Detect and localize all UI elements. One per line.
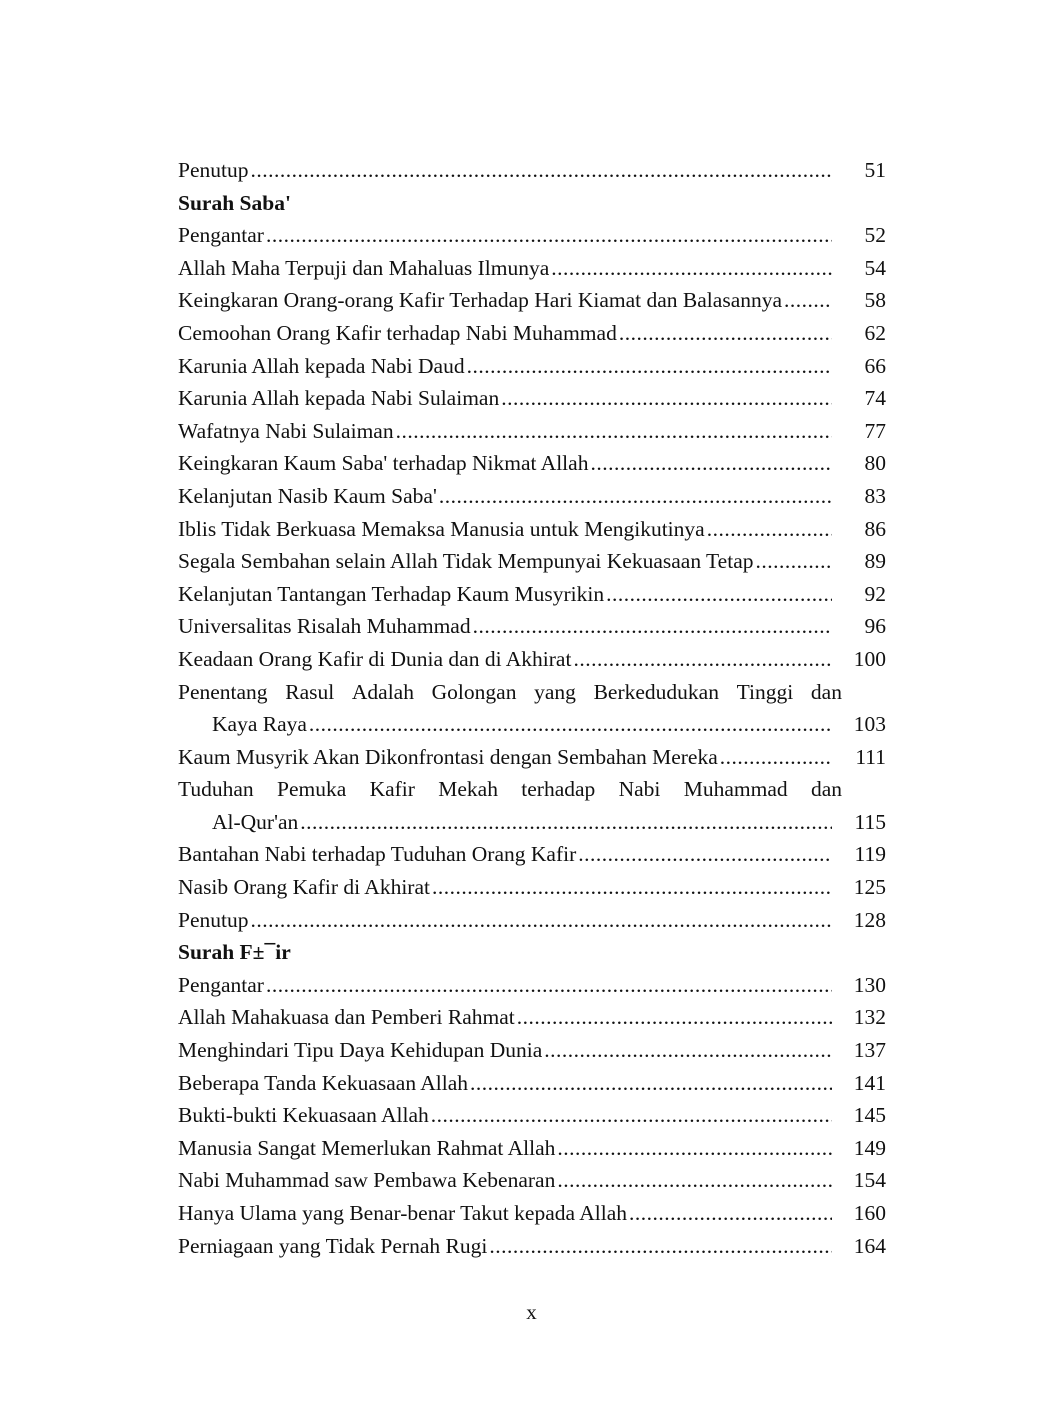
toc-entry-title: Allah Mahakuasa dan Pemberi Rahmat (178, 1005, 515, 1030)
toc-entry (178, 1230, 886, 1263)
toc-entry-page: 111 (855, 744, 886, 769)
dot-leader (489, 1230, 832, 1263)
toc-entry-title: Keingkaran Kaum Saba' terhadap Nikmat Allah (178, 451, 589, 476)
table-of-contents (178, 154, 886, 1262)
toc-entry-page: 103 (853, 712, 886, 737)
dot-leader (606, 578, 832, 611)
toc-entry (178, 969, 886, 1002)
toc-entry-word: Rasul (285, 679, 335, 704)
dot-leader (756, 545, 833, 578)
toc-entry-page: 77 (864, 418, 886, 443)
toc-entry-title: Keadaan Orang Kafir di Dunia dan di Akhirat (178, 646, 572, 671)
section-heading (178, 187, 886, 220)
toc-entry (178, 1001, 886, 1034)
toc-entry (178, 1197, 886, 1230)
toc-entry-page: 137 (853, 1038, 886, 1063)
toc-entry (178, 545, 886, 578)
dot-leader (501, 382, 832, 415)
dot-leader (590, 447, 832, 480)
toc-entry-continuation (178, 806, 886, 839)
toc-entry (178, 904, 886, 937)
toc-entry-page: 125 (853, 875, 886, 900)
toc-entry (178, 513, 886, 546)
section-heading (178, 936, 886, 969)
dot-leader (629, 1197, 832, 1230)
toc-entry (178, 1099, 886, 1132)
toc-entry-word: Tuduhan (178, 777, 254, 802)
toc-entry (178, 1067, 886, 1100)
toc-entry-word: Kafir (369, 777, 415, 802)
toc-entry (178, 317, 886, 350)
toc-entry-title: Bukti-bukti Kekuasaan Allah (178, 1103, 429, 1128)
dot-leader (473, 610, 832, 643)
toc-entry-title: Beberapa Tanda Kekuasaan Allah (178, 1070, 469, 1095)
toc-entry-first-line (178, 773, 842, 806)
dot-leader (250, 904, 832, 937)
toc-entry-word: Nabi (618, 777, 661, 802)
toc-entry-title: Kaya Raya (212, 712, 307, 737)
toc-entry (178, 610, 886, 643)
dot-leader (266, 969, 832, 1002)
toc-entry-title: Universalitas Risalah Muhammad (178, 614, 471, 639)
toc-entry (178, 643, 886, 676)
toc-entry-word: Muhammad (683, 777, 788, 802)
toc-entry-title: Nabi Muhammad saw Pembawa Kebenaran (178, 1168, 556, 1193)
dot-leader (300, 806, 832, 839)
toc-entry-page: 54 (864, 255, 886, 280)
dot-leader (557, 1132, 832, 1165)
toc-entry (178, 1164, 886, 1197)
toc-entry (178, 415, 886, 448)
dot-leader (707, 513, 832, 546)
dot-leader (266, 219, 832, 252)
dot-leader (578, 838, 832, 871)
toc-entry-title: Keingkaran Orang-orang Kafir Terhadap Hari Kiamat dan Balasannya (178, 288, 783, 313)
toc-entry (178, 1034, 886, 1067)
toc-entry (178, 219, 886, 252)
toc-entry (178, 871, 886, 904)
toc-entry-word: dan (810, 679, 842, 704)
dot-leader (470, 1067, 832, 1100)
toc-entry-page: 92 (864, 581, 886, 606)
toc-entry-page: 149 (853, 1135, 886, 1160)
toc-entry-page: 141 (853, 1070, 886, 1095)
toc-entry-title: Karunia Allah kepada Nabi Sulaiman (178, 386, 500, 411)
toc-entry-page: 66 (864, 353, 886, 378)
toc-entry-word: Tinggi (736, 679, 794, 704)
toc-entry-title: Kelanjutan Nasib Kaum Saba' (178, 483, 437, 508)
toc-entry-title: Manusia Sangat Memerlukan Rahmat Allah (178, 1135, 556, 1160)
toc-entry-title: Allah Maha Terpuji dan Mahaluas Ilmunya (178, 255, 550, 280)
toc-entry-page: 115 (854, 809, 886, 834)
toc-entry (178, 382, 886, 415)
toc-entry-word: Berkedudukan (593, 679, 719, 704)
toc-entry-word: Mekah (438, 777, 498, 802)
toc-entry-title: Bantahan Nabi terhadap Tuduhan Orang Kafir (178, 842, 577, 867)
toc-entry-page: 145 (853, 1103, 886, 1128)
dot-leader (467, 350, 832, 383)
toc-entry (178, 284, 886, 317)
dot-leader (309, 708, 832, 741)
toc-entry-title: Pengantar (178, 223, 264, 248)
toc-entry-page: 96 (864, 614, 886, 639)
toc-entry-title: Wafatnya Nabi Sulaiman (178, 418, 394, 443)
dot-leader (573, 643, 832, 676)
toc-entry-word: Pemuka (276, 777, 347, 802)
toc-entry (178, 350, 886, 383)
dot-leader (544, 1034, 832, 1067)
toc-entry-title: Karunia Allah kepada Nabi Daud (178, 353, 465, 378)
toc-entry (178, 838, 886, 871)
dot-leader (396, 415, 832, 448)
dot-leader (439, 480, 832, 513)
toc-entry-page: 128 (853, 907, 886, 932)
dot-leader (250, 154, 832, 187)
toc-entry (178, 154, 886, 187)
toc-entry-page: 80 (864, 451, 886, 476)
toc-entry-page: 160 (853, 1201, 886, 1225)
toc-entry-title: Kaum Musyrik Akan Dikonfrontasi dengan Sembahan Mereka (178, 744, 718, 769)
dot-leader (517, 1001, 832, 1034)
toc-entry-page: 58 (864, 288, 886, 313)
toc-entry-page: 62 (864, 320, 886, 345)
toc-entry-page: 83 (864, 483, 886, 508)
toc-entry-continuation (178, 708, 886, 741)
section-heading-title: Surah Saba' (178, 190, 291, 215)
page-number: x (526, 1300, 537, 1324)
toc-entry-title: Penutup (178, 907, 249, 932)
toc-entry (178, 1132, 886, 1165)
toc-entry-title: Segala Sembahan selain Allah Tidak Mempunyai Kekuasaan Tetap (178, 549, 754, 574)
toc-entry (178, 252, 886, 285)
toc-entry-page: 86 (864, 516, 886, 541)
toc-entry-word: Penentang (178, 679, 268, 704)
dot-leader (557, 1164, 832, 1197)
toc-entry-page: 154 (853, 1168, 886, 1193)
toc-entry (178, 578, 886, 611)
toc-entry-title: Menghindari Tipu Daya Kehidupan Dunia (178, 1038, 543, 1063)
section-heading-title: Surah F±¯ir (178, 940, 291, 965)
toc-entry-title: Al-Qur'an (212, 809, 299, 834)
toc-entry-title: Kelanjutan Tantangan Terhadap Kaum Musyrikin (178, 581, 605, 606)
toc-entry (178, 447, 886, 480)
toc-entry-title: Cemoohan Orang Kafir terhadap Nabi Muhammad (178, 320, 617, 345)
toc-entry-page: 119 (854, 842, 886, 867)
toc-entry-word: Golongan (431, 679, 517, 704)
dot-leader (784, 284, 832, 317)
dot-leader (720, 741, 832, 774)
toc-entry-title: Pengantar (178, 972, 264, 997)
toc-entry-page: 132 (853, 1005, 886, 1030)
toc-entry-word: dan (810, 777, 842, 802)
toc-entry-word: Adalah (351, 679, 414, 704)
toc-entry-page: 89 (864, 549, 886, 574)
toc-entry-word: terhadap (521, 777, 596, 802)
dot-leader (551, 252, 832, 285)
dot-leader (431, 1099, 832, 1132)
toc-entry-page: 51 (864, 158, 886, 182)
toc-entry-title: Penutup (178, 158, 249, 182)
toc-entry-title: Perniagaan yang Tidak Pernah Rugi (178, 1233, 488, 1258)
dot-leader (619, 317, 832, 350)
toc-entry-title: Nasib Orang Kafir di Akhirat (178, 875, 430, 900)
toc-entry-page: 74 (864, 386, 886, 411)
toc-entry-title: Iblis Tidak Berkuasa Memaksa Manusia untuk Mengikutinya (178, 516, 705, 541)
toc-entry (178, 741, 886, 774)
dot-leader (432, 871, 832, 904)
toc-entry-page: 164 (853, 1233, 886, 1258)
toc-entry (178, 480, 886, 513)
toc-entry-first-line (178, 676, 842, 709)
toc-entry-page: 130 (853, 972, 886, 997)
toc-entry-title: Hanya Ulama yang Benar-benar Takut kepada Allah (178, 1201, 627, 1225)
toc-entry-page: 100 (853, 646, 886, 671)
toc-entry-word: yang (534, 679, 576, 704)
toc-entry-page: 52 (864, 223, 886, 248)
